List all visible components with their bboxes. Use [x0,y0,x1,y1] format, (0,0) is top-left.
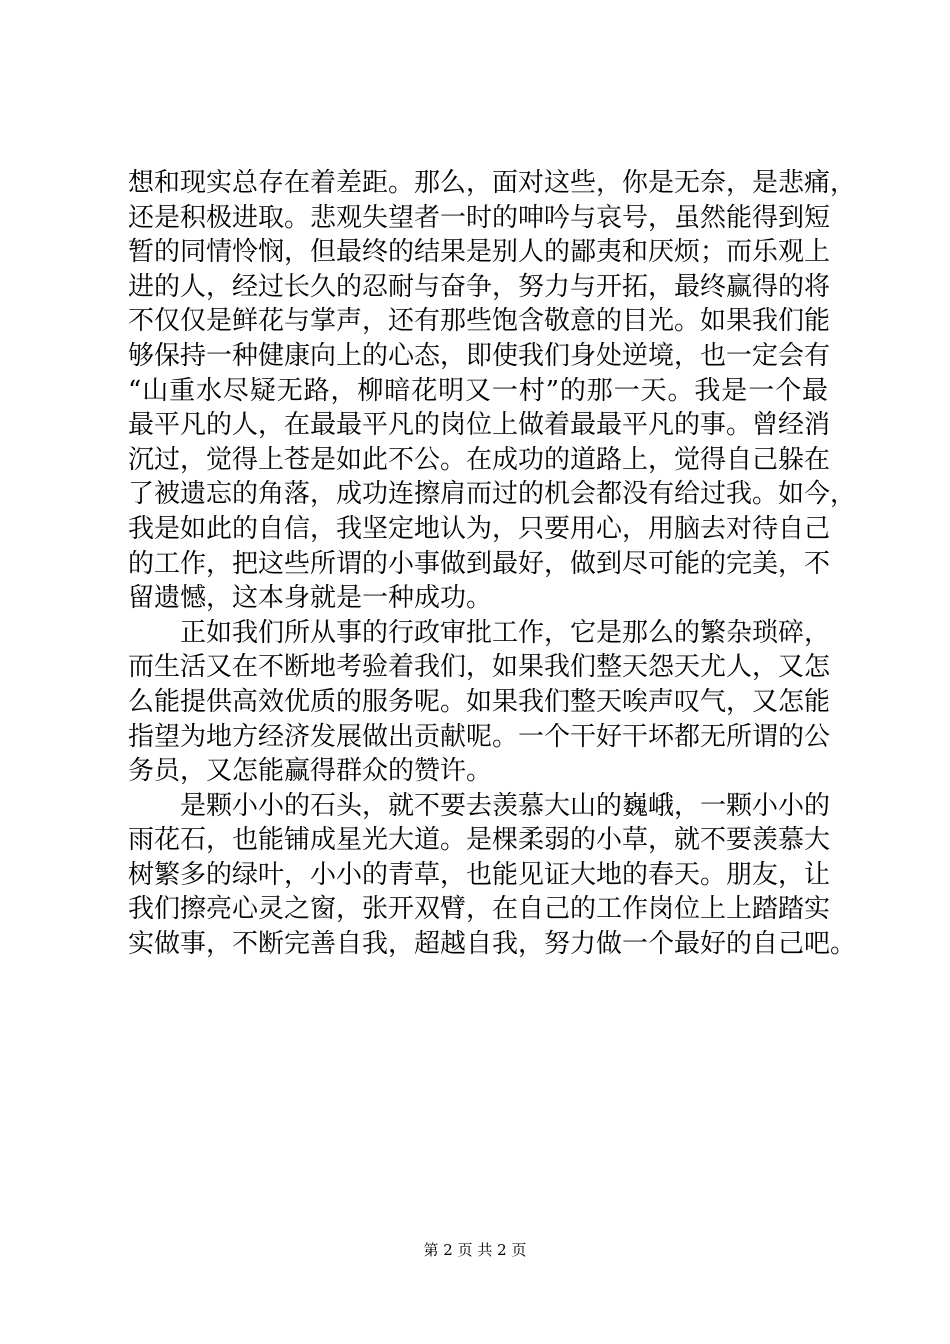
text-line: 是颗小小的石头，就不要去羡慕大山的巍峨，一颗小小的 [128,790,831,821]
text-line: 指望为地方经济发展做出贡献呢。一个干好干坏都无所谓的公 [128,721,831,752]
text-line: 暂的同情怜悯，但最终的结果是别人的鄙夷和厌烦；而乐观上 [128,237,831,268]
text-line: 留遗憾，这本身就是一种成功。 [128,583,493,614]
text-line: 我是如此的自信，我坚定地认为，只要用心，用脑去对待自己 [128,513,831,544]
text-line: “山重水尽疑无路，柳暗花明又一村”的那一天。我是一个最 [128,375,828,406]
text-line: 的工作，把这些所谓的小事做到最好，做到尽可能的完美，不 [128,548,831,579]
text-line: 沉过，觉得上苍是如此不公。在成功的道路上，觉得自己躲在 [128,444,831,475]
body-text [128,166,857,962]
text-line: 够保持一种健康向上的心态，即使我们身处逆境，也一定会有 [128,340,831,371]
text-line: 我们擦亮心灵之窗，张开双臂，在自己的工作岗位上上踏踏实 [128,894,831,925]
page-footer: 第 2 页 共 2 页 [423,1241,527,1259]
text-line: 树繁多的绿叶，小小的青草，也能见证大地的春天。朋友，让 [128,859,831,890]
text-line: 而生活又在不断地考验着我们，如果我们整天怨天尤人，又怎 [128,652,831,683]
text-line: 还是积极进取。悲观失望者一时的呻吟与哀号，虽然能得到短 [128,202,831,233]
text-line: 最平凡的人，在最最平凡的岗位上做着最最平凡的事。曾经消 [128,410,831,441]
text-line: 想和现实总存在着差距。那么，面对这些，你是无奈，是悲痛， [128,168,857,198]
text-line: 了被遗忘的角落，成功连擦肩而过的机会都没有给过我。如今， [128,479,857,510]
text-line: 实做事，不断完善自我，超越自我，努力做一个最好的自己吧。 [128,929,857,960]
text-line: 进的人，经过长久的忍耐与奋争，努力与开拓，最终赢得的将 [128,271,831,302]
text-line: 正如我们所从事的行政审批工作，它是那么的繁杂琐碎， [128,617,831,648]
text-line: 不仅仅是鲜花与掌声，还有那些饱含敬意的目光。如果我们能 [128,306,831,337]
text-line: 雨花石，也能铺成星光大道。是棵柔弱的小草，就不要羡慕大 [128,825,831,856]
text-line: 务员，又怎能赢得群众的赞许。 [128,756,493,787]
text-line: 么能提供高效优质的服务呢。如果我们整天唉声叹气，又怎能 [128,686,831,717]
